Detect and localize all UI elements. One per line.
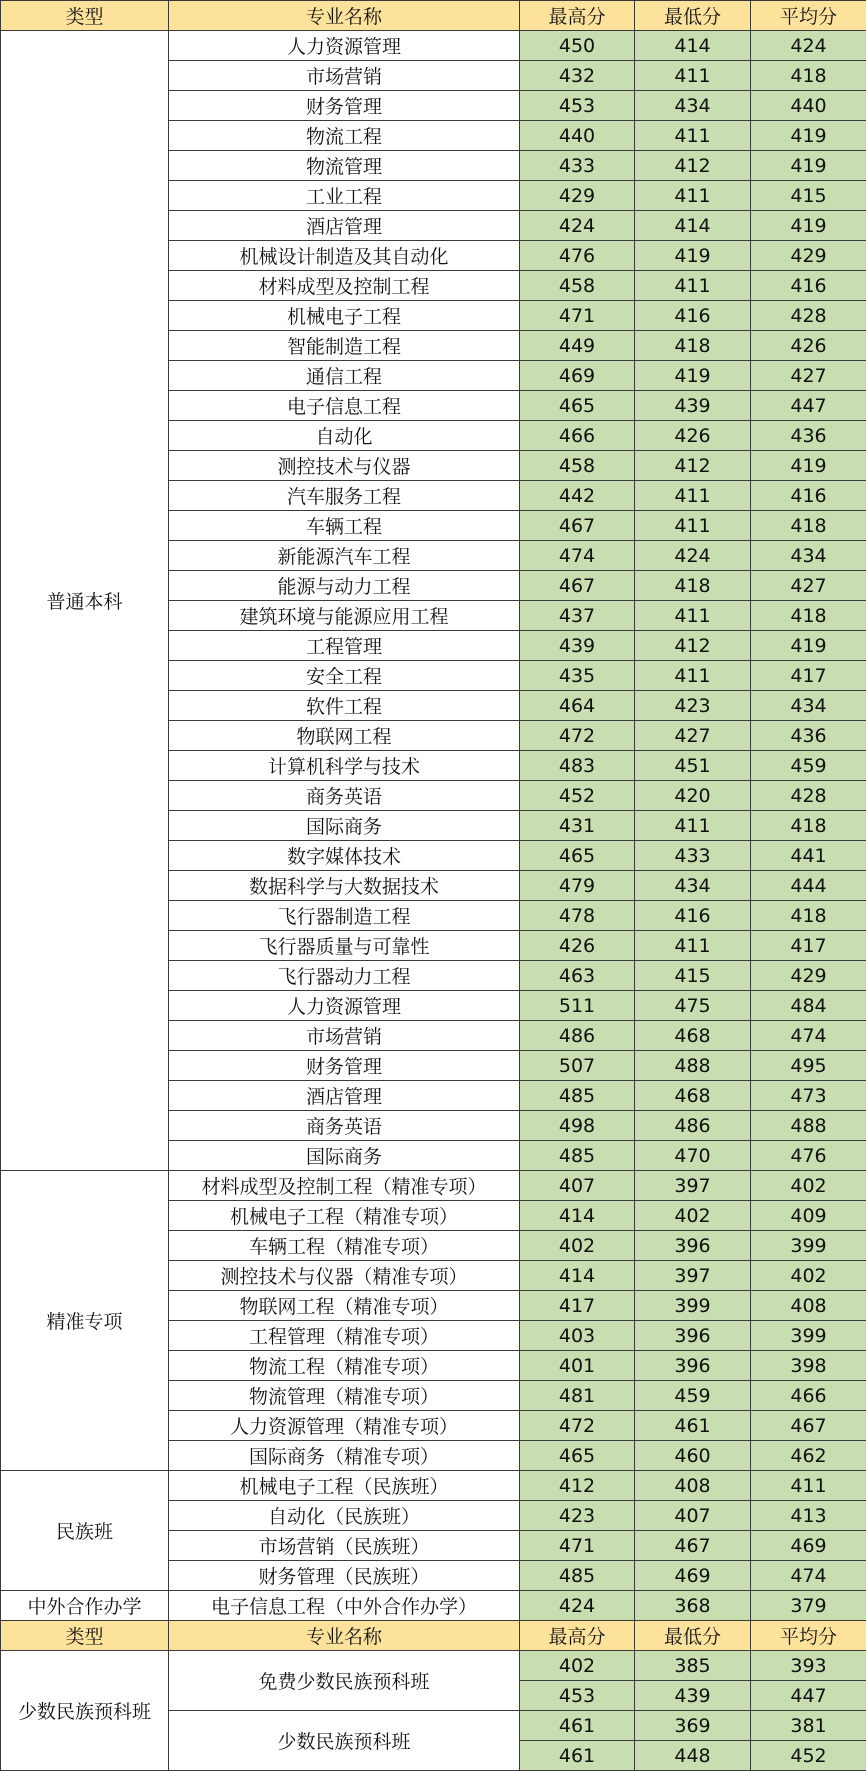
avg-score-cell: 427 (751, 361, 866, 391)
avg-score-cell: 488 (751, 1111, 866, 1141)
major-name-cell: 新能源汽车工程 (169, 541, 520, 571)
min-score-cell: 419 (635, 241, 751, 271)
max-score-cell: 465 (520, 1441, 635, 1471)
avg-score-cell: 418 (751, 901, 866, 931)
avg-score-cell: 466 (751, 1381, 866, 1411)
min-score-cell: 427 (635, 721, 751, 751)
table-row (1, 1651, 866, 1681)
min-score-cell: 414 (635, 211, 751, 241)
max-score-cell: 463 (520, 961, 635, 991)
max-score-cell: 474 (520, 541, 635, 571)
avg-score-cell: 399 (751, 1321, 866, 1351)
avg-score-cell: 447 (751, 391, 866, 421)
major-name-cell: 车辆工程 (169, 511, 520, 541)
avg-score-cell: 444 (751, 871, 866, 901)
avg-score-cell: 419 (751, 451, 866, 481)
max-score-cell: 464 (520, 691, 635, 721)
avg-score-cell: 417 (751, 931, 866, 961)
major-name-cell: 数据科学与大数据技术 (169, 871, 520, 901)
max-score-cell: 479 (520, 871, 635, 901)
min-score-cell: 448 (635, 1741, 751, 1771)
major-name-cell: 商务英语 (169, 1111, 520, 1141)
min-score-cell: 385 (635, 1651, 751, 1681)
avg-score-cell: 418 (751, 511, 866, 541)
major-name-cell: 机械设计制造及其自动化 (169, 241, 520, 271)
min-score-cell: 434 (635, 91, 751, 121)
major-name-cell: 物流工程（精准专项） (169, 1351, 520, 1381)
min-score-cell: 426 (635, 421, 751, 451)
avg-score-cell: 447 (751, 1681, 866, 1711)
max-score-cell: 471 (520, 301, 635, 331)
avg-score-cell: 379 (751, 1591, 866, 1621)
min-score-cell: 434 (635, 871, 751, 901)
min-score-cell: 411 (635, 181, 751, 211)
avg-score-cell: 436 (751, 721, 866, 751)
min-score-cell: 407 (635, 1501, 751, 1531)
major-name-cell: 自动化（民族班） (169, 1501, 520, 1531)
avg-score-cell: 467 (751, 1411, 866, 1441)
avg-score-cell: 402 (751, 1261, 866, 1291)
major-name-cell: 建筑环境与能源应用工程 (169, 601, 520, 631)
major-name-cell: 工业工程 (169, 181, 520, 211)
max-score-cell: 458 (520, 271, 635, 301)
type-cell: 少数民族预科班 (1, 1651, 169, 1771)
avg-score-cell: 452 (751, 1741, 866, 1771)
avg-score-cell: 415 (751, 181, 866, 211)
avg-score-cell: 393 (751, 1651, 866, 1681)
min-score-cell: 411 (635, 511, 751, 541)
max-score-cell: 452 (520, 781, 635, 811)
min-score-cell: 423 (635, 691, 751, 721)
major-name-cell: 通信工程 (169, 361, 520, 391)
major-name-cell: 商务英语 (169, 781, 520, 811)
major-name-cell: 电子信息工程（中外合作办学） (169, 1591, 520, 1621)
min-score-cell: 396 (635, 1351, 751, 1381)
min-score-cell: 468 (635, 1021, 751, 1051)
max-score-cell: 485 (520, 1561, 635, 1591)
max-score-cell: 426 (520, 931, 635, 961)
avg-score-cell: 434 (751, 541, 866, 571)
avg-score-cell: 411 (751, 1471, 866, 1501)
avg-score-cell: 474 (751, 1561, 866, 1591)
max-score-cell: 472 (520, 721, 635, 751)
max-score-cell: 507 (520, 1051, 635, 1081)
major-name-cell: 材料成型及控制工程 (169, 271, 520, 301)
max-score-cell: 498 (520, 1111, 635, 1141)
major-name-cell: 物联网工程 (169, 721, 520, 751)
max-score-cell: 429 (520, 181, 635, 211)
major-name-cell: 智能制造工程 (169, 331, 520, 361)
max-score-cell: 440 (520, 121, 635, 151)
max-score-cell: 412 (520, 1471, 635, 1501)
max-score-cell: 432 (520, 61, 635, 91)
major-name-cell: 计算机科学与技术 (169, 751, 520, 781)
avg-score-cell: 484 (751, 991, 866, 1021)
min-score-cell: 468 (635, 1081, 751, 1111)
min-score-cell: 411 (635, 661, 751, 691)
avg-score-cell: 428 (751, 301, 866, 331)
type-cell: 中外合作办学 (1, 1591, 169, 1621)
max-score-cell: 472 (520, 1411, 635, 1441)
min-score-cell: 402 (635, 1201, 751, 1231)
major-name-cell: 物流管理 (169, 151, 520, 181)
avg-score-cell: 429 (751, 241, 866, 271)
table-row (1, 1471, 866, 1501)
avg-score-cell: 416 (751, 481, 866, 511)
min-score-cell: 408 (635, 1471, 751, 1501)
avg-score-cell: 408 (751, 1291, 866, 1321)
min-score-cell: 399 (635, 1291, 751, 1321)
major-name-cell: 材料成型及控制工程（精准专项） (169, 1171, 520, 1201)
avg-score-cell: 427 (751, 571, 866, 601)
major-name-cell: 人力资源管理（精准专项） (169, 1411, 520, 1441)
avg-score-cell: 441 (751, 841, 866, 871)
type-cell: 民族班 (1, 1471, 169, 1591)
table-row (1, 31, 866, 61)
header-name: 专业名称 (169, 1621, 520, 1651)
max-score-cell: 458 (520, 451, 635, 481)
header-max: 最高分 (520, 1, 635, 31)
avg-score-cell: 436 (751, 421, 866, 451)
min-score-cell: 397 (635, 1261, 751, 1291)
min-score-cell: 415 (635, 961, 751, 991)
avg-score-cell: 459 (751, 751, 866, 781)
major-name-cell: 电子信息工程 (169, 391, 520, 421)
avg-score-cell: 413 (751, 1501, 866, 1531)
major-name-cell: 自动化 (169, 421, 520, 451)
avg-score-cell: 409 (751, 1201, 866, 1231)
max-score-cell: 435 (520, 661, 635, 691)
type-cell: 精准专项 (1, 1171, 169, 1471)
table-row (1, 1591, 866, 1621)
header-min: 最低分 (635, 1, 751, 31)
min-score-cell: 411 (635, 601, 751, 631)
max-score-cell: 439 (520, 631, 635, 661)
avg-score-cell: 381 (751, 1711, 866, 1741)
type-cell: 普通本科 (1, 31, 169, 1171)
min-score-cell: 475 (635, 991, 751, 1021)
header-name: 专业名称 (169, 1, 520, 31)
min-score-cell: 416 (635, 301, 751, 331)
avg-score-cell: 418 (751, 811, 866, 841)
major-name-cell: 人力资源管理 (169, 991, 520, 1021)
major-name-cell: 财务管理 (169, 1051, 520, 1081)
avg-score-cell: 469 (751, 1531, 866, 1561)
major-name-cell: 机械电子工程 (169, 301, 520, 331)
avg-score-cell: 418 (751, 61, 866, 91)
max-score-cell: 453 (520, 1681, 635, 1711)
max-score-cell: 478 (520, 901, 635, 931)
avg-score-cell: 426 (751, 331, 866, 361)
avg-score-cell: 417 (751, 661, 866, 691)
major-name-cell: 汽车服务工程 (169, 481, 520, 511)
major-name-cell: 机械电子工程（民族班） (169, 1471, 520, 1501)
min-score-cell: 396 (635, 1231, 751, 1261)
min-score-cell: 411 (635, 271, 751, 301)
min-score-cell: 459 (635, 1381, 751, 1411)
major-name-cell: 财务管理（民族班） (169, 1561, 520, 1591)
major-name-cell: 软件工程 (169, 691, 520, 721)
major-name-cell: 酒店管理 (169, 211, 520, 241)
min-score-cell: 397 (635, 1171, 751, 1201)
major-name-cell: 测控技术与仪器 (169, 451, 520, 481)
max-score-cell: 403 (520, 1321, 635, 1351)
min-score-cell: 411 (635, 931, 751, 961)
max-score-cell: 453 (520, 91, 635, 121)
min-score-cell: 418 (635, 571, 751, 601)
min-score-cell: 396 (635, 1321, 751, 1351)
max-score-cell: 450 (520, 31, 635, 61)
avg-score-cell: 398 (751, 1351, 866, 1381)
header-min: 最低分 (635, 1621, 751, 1651)
max-score-cell: 402 (520, 1651, 635, 1681)
min-score-cell: 419 (635, 361, 751, 391)
header-type: 类型 (1, 1621, 169, 1651)
score-table-body (1, 1, 866, 1771)
major-name-cell: 免费少数民族预科班 (169, 1651, 520, 1711)
max-score-cell: 401 (520, 1351, 635, 1381)
min-score-cell: 439 (635, 1681, 751, 1711)
min-score-cell: 433 (635, 841, 751, 871)
max-score-cell: 465 (520, 391, 635, 421)
max-score-cell: 481 (520, 1381, 635, 1411)
major-name-cell: 工程管理 (169, 631, 520, 661)
max-score-cell: 442 (520, 481, 635, 511)
avg-score-cell: 495 (751, 1051, 866, 1081)
min-score-cell: 470 (635, 1141, 751, 1171)
max-score-cell: 471 (520, 1531, 635, 1561)
avg-score-cell: 428 (751, 781, 866, 811)
avg-score-cell: 419 (751, 631, 866, 661)
major-name-cell: 物流管理（精准专项） (169, 1381, 520, 1411)
max-score-cell: 485 (520, 1141, 635, 1171)
max-score-cell: 424 (520, 211, 635, 241)
max-score-cell: 433 (520, 151, 635, 181)
major-name-cell: 国际商务 (169, 811, 520, 841)
avg-score-cell: 418 (751, 601, 866, 631)
avg-score-cell: 429 (751, 961, 866, 991)
max-score-cell: 467 (520, 571, 635, 601)
major-name-cell: 市场营销 (169, 1021, 520, 1051)
header-row-2 (1, 1621, 866, 1651)
min-score-cell: 369 (635, 1711, 751, 1741)
min-score-cell: 451 (635, 751, 751, 781)
major-name-cell: 安全工程 (169, 661, 520, 691)
min-score-cell: 412 (635, 151, 751, 181)
table-row (1, 1171, 866, 1201)
max-score-cell: 467 (520, 511, 635, 541)
max-score-cell: 437 (520, 601, 635, 631)
min-score-cell: 414 (635, 31, 751, 61)
header-max: 最高分 (520, 1621, 635, 1651)
min-score-cell: 411 (635, 481, 751, 511)
header-row (1, 1, 866, 31)
max-score-cell: 449 (520, 331, 635, 361)
min-score-cell: 418 (635, 331, 751, 361)
max-score-cell: 414 (520, 1201, 635, 1231)
min-score-cell: 439 (635, 391, 751, 421)
avg-score-cell: 416 (751, 271, 866, 301)
major-name-cell: 车辆工程（精准专项） (169, 1231, 520, 1261)
max-score-cell: 423 (520, 1501, 635, 1531)
avg-score-cell: 462 (751, 1441, 866, 1471)
major-name-cell: 国际商务 (169, 1141, 520, 1171)
major-name-cell: 人力资源管理 (169, 31, 520, 61)
max-score-cell: 461 (520, 1741, 635, 1771)
avg-score-cell: 419 (751, 211, 866, 241)
major-name-cell: 数字媒体技术 (169, 841, 520, 871)
header-avg: 平均分 (751, 1621, 866, 1651)
avg-score-cell: 476 (751, 1141, 866, 1171)
major-name-cell: 物流工程 (169, 121, 520, 151)
max-score-cell: 469 (520, 361, 635, 391)
min-score-cell: 424 (635, 541, 751, 571)
max-score-cell: 511 (520, 991, 635, 1021)
major-name-cell: 国际商务（精准专项） (169, 1441, 520, 1471)
max-score-cell: 424 (520, 1591, 635, 1621)
major-name-cell: 测控技术与仪器（精准专项） (169, 1261, 520, 1291)
avg-score-cell: 399 (751, 1231, 866, 1261)
min-score-cell: 486 (635, 1111, 751, 1141)
min-score-cell: 469 (635, 1561, 751, 1591)
min-score-cell: 420 (635, 781, 751, 811)
major-name-cell: 市场营销（民族班） (169, 1531, 520, 1561)
min-score-cell: 416 (635, 901, 751, 931)
major-name-cell: 飞行器动力工程 (169, 961, 520, 991)
avg-score-cell: 474 (751, 1021, 866, 1051)
min-score-cell: 467 (635, 1531, 751, 1561)
max-score-cell: 465 (520, 841, 635, 871)
min-score-cell: 368 (635, 1591, 751, 1621)
avg-score-cell: 440 (751, 91, 866, 121)
avg-score-cell: 473 (751, 1081, 866, 1111)
min-score-cell: 461 (635, 1411, 751, 1441)
major-name-cell: 财务管理 (169, 91, 520, 121)
major-name-cell: 物联网工程（精准专项） (169, 1291, 520, 1321)
min-score-cell: 412 (635, 451, 751, 481)
max-score-cell: 466 (520, 421, 635, 451)
major-name-cell: 飞行器质量与可靠性 (169, 931, 520, 961)
max-score-cell: 485 (520, 1081, 635, 1111)
min-score-cell: 412 (635, 631, 751, 661)
major-name-cell: 飞行器制造工程 (169, 901, 520, 931)
max-score-cell: 483 (520, 751, 635, 781)
header-type: 类型 (1, 1, 169, 31)
min-score-cell: 460 (635, 1441, 751, 1471)
major-name-cell: 工程管理（精准专项） (169, 1321, 520, 1351)
max-score-cell: 431 (520, 811, 635, 841)
major-name-cell: 能源与动力工程 (169, 571, 520, 601)
max-score-cell: 486 (520, 1021, 635, 1051)
major-name-cell: 酒店管理 (169, 1081, 520, 1111)
max-score-cell: 402 (520, 1231, 635, 1261)
max-score-cell: 461 (520, 1711, 635, 1741)
major-name-cell: 少数民族预科班 (169, 1711, 520, 1771)
max-score-cell: 417 (520, 1291, 635, 1321)
avg-score-cell: 402 (751, 1171, 866, 1201)
major-name-cell: 机械电子工程（精准专项） (169, 1201, 520, 1231)
min-score-cell: 411 (635, 61, 751, 91)
max-score-cell: 476 (520, 241, 635, 271)
max-score-cell: 414 (520, 1261, 635, 1291)
min-score-cell: 488 (635, 1051, 751, 1081)
avg-score-cell: 419 (751, 151, 866, 181)
min-score-cell: 411 (635, 811, 751, 841)
min-score-cell: 411 (635, 121, 751, 151)
avg-score-cell: 424 (751, 31, 866, 61)
header-avg: 平均分 (751, 1, 866, 31)
max-score-cell: 407 (520, 1171, 635, 1201)
major-name-cell: 市场营销 (169, 61, 520, 91)
avg-score-cell: 419 (751, 121, 866, 151)
avg-score-cell: 434 (751, 691, 866, 721)
